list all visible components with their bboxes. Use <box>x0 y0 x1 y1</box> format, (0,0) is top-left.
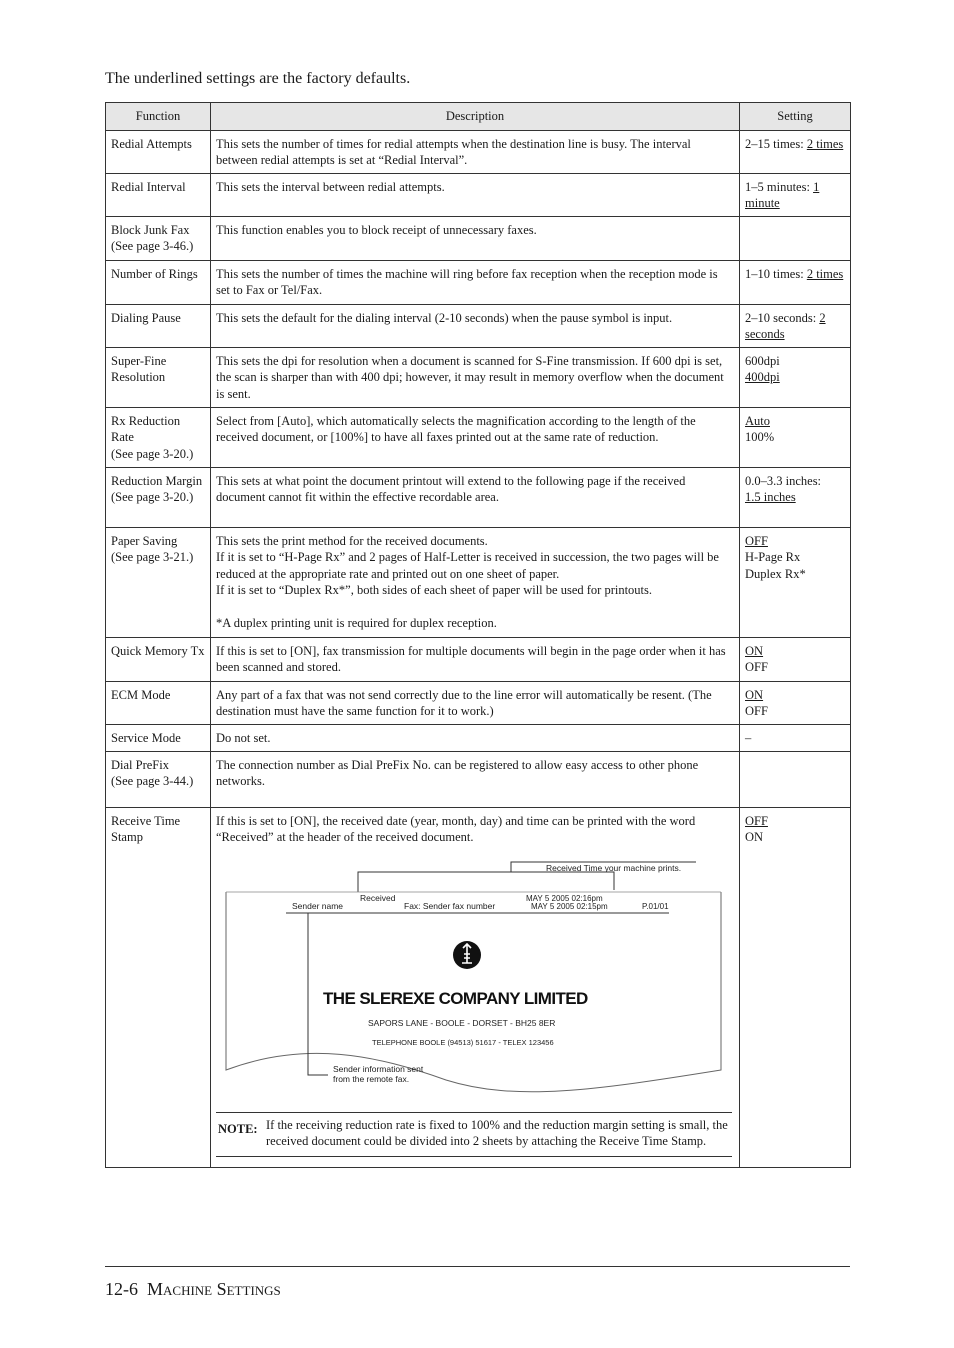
description-text: This sets at what point the document printout will extend to the following page if the received document cannot fit within the effective recordable area. <box>216 473 686 504</box>
description-text: Any part of a fax that was not send correctly due to the line error will automatically be resent. (The destination must have the same function for it to work.) <box>216 687 712 718</box>
stamp-sender-name: Sender name <box>292 900 344 911</box>
company-logo-icon <box>453 941 481 969</box>
stamp-tx-time: MAY 5 2005 02:15pm <box>531 901 608 911</box>
description-text: This sets the print method for the received documents. <box>216 533 488 548</box>
setting-text: 2–15 times: <box>745 136 807 151</box>
setting-option <box>745 533 845 550</box>
description-text: If this is set to [ON], the received date (year, month, day) and time can be printed with the word “Received” at the header of the received document. <box>216 813 696 844</box>
setting-default-value: 2 seconds <box>745 310 826 341</box>
setting-option <box>745 179 845 212</box>
setting-cell <box>740 637 851 681</box>
setting-option <box>745 136 845 153</box>
description-text: Do not set. <box>216 730 271 745</box>
function-cell <box>106 216 211 260</box>
note-label: NOTE: <box>218 1121 258 1136</box>
function-text: Dial PreFix <box>111 757 169 772</box>
page-footer <box>105 1279 281 1300</box>
description-cell <box>211 807 740 1167</box>
table-row <box>106 681 851 724</box>
function-text: Redial Interval <box>111 179 186 194</box>
stamp-rx-time: MAY 5 2005 02:16pm <box>526 893 603 903</box>
callout-sender-info-1: Sender information sent <box>333 1063 424 1074</box>
setting-option <box>745 687 845 704</box>
setting-cell <box>740 130 851 173</box>
setting-option <box>745 566 845 583</box>
table-row <box>106 724 851 751</box>
table-row <box>106 130 851 173</box>
setting-cell <box>740 681 851 724</box>
stamp-company-name: THE SLEREXE COMPANY LIMITED <box>323 988 588 1008</box>
stamp-address: SAPORS LANE - BOOLE - DORSET - BH25 8ER <box>368 1017 556 1028</box>
description-text: This sets the interval between redial attempts. <box>216 179 445 194</box>
function-text: Number of Rings <box>111 266 198 281</box>
function-text: Paper Saving <box>111 533 178 548</box>
stamp-sender-fax: Fax: Sender fax number <box>404 900 496 911</box>
function-text: Block Junk Fax <box>111 222 190 237</box>
description-cell <box>211 260 740 304</box>
function-cell <box>106 347 211 407</box>
description-cell <box>211 130 740 173</box>
function-text: Service Mode <box>111 730 181 745</box>
function-text: (See page 3-44.) <box>111 774 194 788</box>
function-text: Rx Reduction Rate <box>111 413 181 444</box>
function-text: ECM Mode <box>111 687 171 702</box>
function-cell: Receive Time Stamp <box>106 807 211 1167</box>
function-cell <box>106 751 211 807</box>
function-cell <box>106 724 211 751</box>
setting-text: 0.0–3.3 inches: <box>745 473 822 488</box>
function-text: Dialing Pause <box>111 310 181 325</box>
description-cell <box>211 347 740 407</box>
setting-option <box>745 473 845 490</box>
setting-cell <box>740 347 851 407</box>
setting-cell <box>740 751 851 807</box>
function-text: Reduction Margin <box>111 473 203 488</box>
setting-cell <box>740 260 851 304</box>
description-text: This sets the number of times for redial attempts when the destination line is busy. The interval between redial attempts is set at “Redial Interval”. <box>216 136 691 167</box>
footer-rule <box>105 1266 850 1267</box>
setting-option <box>745 310 845 343</box>
function-cell <box>106 637 211 681</box>
setting-cell <box>740 467 851 527</box>
setting-option <box>745 659 845 676</box>
setting-option <box>745 703 845 720</box>
setting-text: 600dpi <box>745 353 780 368</box>
setting-option: ON <box>745 830 764 844</box>
description-cell <box>211 173 740 216</box>
table-row <box>106 173 851 216</box>
description-text: If it is set to “H-Page Rx” and 2 pages of Half-Letter is received in succession, the two pages will be reduced at the appropriate rate and printed out on one sheet of paper. <box>216 550 719 581</box>
section-title: Machine Settings <box>147 1279 281 1299</box>
setting-text: – <box>745 730 752 745</box>
function-cell <box>106 304 211 347</box>
description-cell <box>211 304 740 347</box>
callout-sender-info-2: from the remote fax. <box>333 1073 410 1084</box>
setting-text: Duplex Rx* <box>745 566 806 581</box>
description-text: This sets the default for the dialing interval (2-10 seconds) when the pause symbol is input. <box>216 310 673 325</box>
setting-option <box>745 369 845 386</box>
setting-default-value: 2 times <box>806 136 844 151</box>
setting-default-value: ON <box>745 687 764 702</box>
function-cell <box>106 260 211 304</box>
setting-text: H-Page Rx <box>745 550 801 564</box>
settings-table <box>105 102 851 1168</box>
setting-option <box>745 643 845 660</box>
table-row <box>106 216 851 260</box>
setting-cell <box>740 304 851 347</box>
setting-option <box>745 549 845 566</box>
receive-stamp-illustration <box>216 850 734 1112</box>
table-row <box>106 347 851 407</box>
setting-option <box>745 489 845 506</box>
setting-text: OFF <box>745 660 768 674</box>
setting-default-value: 1 minute <box>745 179 820 210</box>
setting-text: 2–10 seconds: <box>745 310 820 325</box>
stamp-received-label: Received <box>360 892 396 903</box>
description-cell <box>211 527 740 637</box>
description-cell <box>211 724 740 751</box>
function-cell <box>106 467 211 527</box>
table-row <box>106 260 851 304</box>
description-text: *A duplex printing unit is required for duplex reception. <box>216 616 497 630</box>
setting-cell <box>740 807 851 1167</box>
header-description: Description <box>211 103 740 131</box>
description-cell <box>211 467 740 527</box>
table-row <box>106 467 851 527</box>
function-cell <box>106 130 211 173</box>
setting-default-value: 2 times <box>806 266 844 281</box>
table-row-receive-time-stamp <box>106 807 851 1167</box>
description-text: If this is set to [ON], fax transmission for multiple documents will begin in the page order when it has been scanned and stored. <box>216 643 726 674</box>
setting-cell <box>740 407 851 467</box>
setting-text: OFF <box>745 704 768 718</box>
function-cell <box>106 407 211 467</box>
intro-text: The underlined settings are the factory defaults. <box>105 70 411 87</box>
header-function: Function <box>106 103 211 131</box>
description-text: Select from [Auto], which automatically selects the magnification according to the length of the received document, or [100%] to have all faxes printed out at the same rate of reduction. <box>216 413 696 444</box>
description-cell <box>211 751 740 807</box>
table-row <box>106 637 851 681</box>
setting-default-value: OFF <box>745 533 768 548</box>
setting-cell <box>740 527 851 637</box>
setting-default-value: Auto <box>745 413 770 428</box>
setting-option <box>745 730 845 747</box>
table-row <box>106 527 851 637</box>
description-text <box>216 599 734 616</box>
setting-option <box>745 266 845 283</box>
description-text: This sets the dpi for resolution when a document is scanned for S-Fine transmission. If 600 dpi is set, the scan is sharper than with 400 dpi; however, it may result in memory overflow when the document is sent. <box>216 353 724 401</box>
description-cell <box>211 216 740 260</box>
setting-cell <box>740 173 851 216</box>
setting-cell <box>740 724 851 751</box>
setting-option <box>745 429 845 446</box>
function-text: (See page 3-20.) <box>111 490 194 504</box>
function-cell <box>106 527 211 637</box>
function-text: Super-Fine Resolution <box>111 353 167 384</box>
function-cell <box>106 681 211 724</box>
fax-sample-svg <box>216 850 736 1112</box>
function-cell <box>106 173 211 216</box>
table-row <box>106 304 851 347</box>
setting-default: OFF <box>745 813 768 828</box>
description-cell <box>211 637 740 681</box>
setting-text: 1–10 times: <box>745 266 807 281</box>
setting-option <box>745 353 845 370</box>
description-cell <box>211 407 740 467</box>
setting-default-value: 400dpi <box>745 370 780 384</box>
setting-text: 1–5 minutes: <box>745 179 814 194</box>
function-text: (See page 3-46.) <box>111 239 194 253</box>
header-setting: Setting <box>740 103 851 131</box>
setting-default-value: ON <box>745 643 764 658</box>
function-text: Redial Attempts <box>111 136 192 151</box>
setting-cell <box>740 216 851 260</box>
table-row <box>106 751 851 807</box>
function-text: Quick Memory Tx <box>111 643 205 658</box>
function-text: (See page 3-21.) <box>111 550 194 564</box>
setting-text: 100% <box>745 430 775 444</box>
description-text: This function enables you to block receipt of unnecessary faxes. <box>216 222 537 237</box>
description-text: The connection number as Dial PreFix No. can be registered to allow easy access to other phone networks. <box>216 757 699 788</box>
function-text: (See page 3-20.) <box>111 446 194 461</box>
note-text: If the receiving reduction rate is fixed to 100% and the reduction margin setting is small, the received document could be divided into 2 sheets by attaching the Receive Time Stamp. <box>266 1117 728 1148</box>
table-row <box>106 407 851 467</box>
note-box <box>216 1112 732 1157</box>
description-cell <box>211 681 740 724</box>
callout-received-time: Received Time your machine prints. <box>546 862 682 873</box>
stamp-page: P.01/01 <box>642 901 669 911</box>
setting-option <box>745 413 845 430</box>
description-text: If it is set to “Duplex Rx*”, both sides of each sheet of paper will be used for printouts. <box>216 583 653 597</box>
table-header-row <box>106 103 851 131</box>
description-text: This sets the number of times the machine will ring before fax reception when the reception mode is set to Fax or Tel/Fax. <box>216 266 718 297</box>
stamp-phone: TELEPHONE BOOLE (94513) 51617 - TELEX 123456 <box>372 1037 554 1047</box>
setting-default-value: 1.5 inches <box>745 490 796 504</box>
page-number: 12-6 <box>105 1279 138 1299</box>
